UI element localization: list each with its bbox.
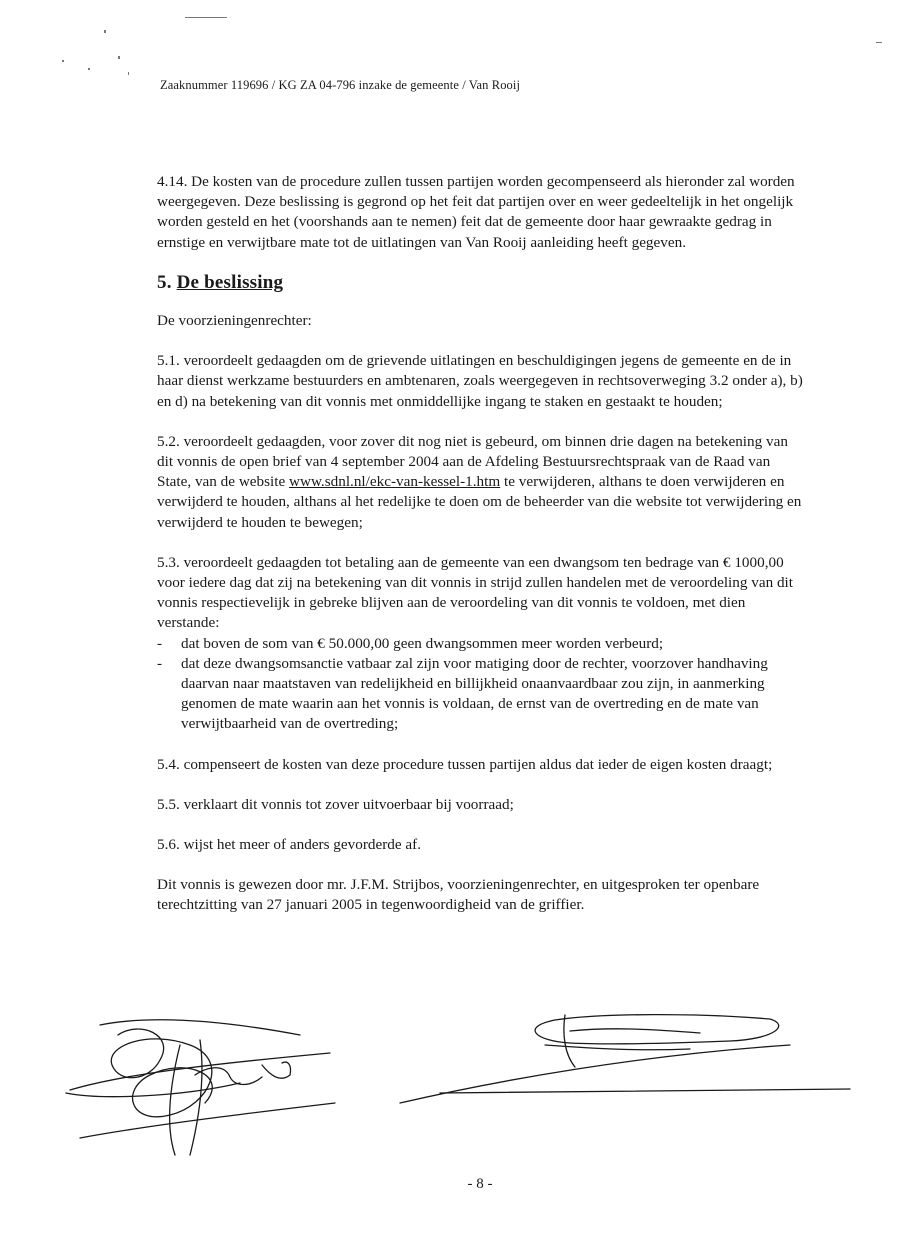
paragraph-5-3-conditions [157, 634, 807, 735]
scan-mark [876, 42, 882, 43]
list-item: - dat deze dwangsomsanctie vatbaar zal zijn voor matiging door de rechter, voorzover handhaving daarvan naar maatstaven van redelijkheid en billijkheid onaanvaardbaar zou zijn, in aanmerking genomen de mate waarin aan het vonnis is voldaan, de ernst van de overtreding en de mate van verwijtbaarheid van de overtreding; [157, 654, 807, 735]
document-body [157, 172, 807, 936]
paragraph-5-6: 5.6. wijst het meer of anders gevorderde af. [157, 836, 421, 854]
paragraph-5-2 [157, 432, 807, 533]
page-number: - 8 - [467, 1176, 493, 1192]
paragraph-5-4: 5.4. compenseert de kosten van deze procedure tussen partijen aldus dat ieder de eigen kosten draagt; [157, 755, 773, 773]
paragraph-5-5: 5.5. verklaart dit vonnis tot zover uitvoerbaar bij voorraad; [157, 795, 514, 813]
scan-mark [128, 72, 129, 75]
closing-statement: Dit vonnis is gewezen door mr. J.F.M. Strijbos, voorzieningenrechter, en uitgesproken ter openbare terechtzitting van 27 januari 2005 in tegenwoordigheid van de griffier. [157, 876, 760, 914]
paragraph-5-2-start: 5.2. veroordeelt gedaagden, voor zover dit nog niet is gebeurd, om binnen drie dagen na betekening van dit vonnis de open brief van 4 september 2004 aan de Afdeling Bestuursrechtspraak van de Raad van State, van de website [157, 432, 788, 491]
scan-mark [185, 17, 227, 18]
paragraph-5-3 [157, 553, 807, 735]
paragraph-5-1: 5.1. veroordeelt gedaagden om de grievende uitlatingen en beschuldigingen jegens de gemeente en de in haar dienst werkzame bestuurders en ambtenaren, zoals weergegeven in rechtsoverweging 3.2 onder a), b) en d) na betekening van dit vonnis met onmiddellijke ingang te staken en gestaakt te houden; [157, 352, 803, 410]
clerk-signature [400, 1015, 850, 1103]
paragraph-5-2-end: te verwijderen, althans te doen verwijderen en verwijderd te houden, althans al het redelijke te doen om de beheerder van die website tot verwijdering en verwijderd te houden te bewegen; [157, 473, 802, 531]
section-heading [157, 273, 807, 293]
scan-mark [88, 68, 90, 70]
list-item: - dat boven de som van € 50.000,00 geen dwangsommen meer worden verbeurd; [157, 634, 807, 654]
signatures [0, 1005, 900, 1175]
case-header: Zaaknummer 119696 / KG ZA 04-796 inzake de gemeente / Van Rooij [160, 78, 521, 92]
paragraph-5-3-text: 5.3. veroordeelt gedaagden tot betaling aan de gemeente van een dwangsom ten bedrage van € 1000,00 voor iedere dag dat zij na betekening van dit vonnis in strijd zullen handelen met de veroordeling van dit vonnis respectievelijk in gebreke blijven aan de veroordeling van dit vonnis te voldoen, met dien verstande: [157, 553, 793, 632]
scan-mark [62, 60, 64, 62]
section-title: De beslissing [176, 271, 284, 293]
section-number: 5. [157, 271, 172, 293]
judge-signature [66, 1020, 335, 1155]
website-link[interactable]: www.sdnl.nl/ekc-van-kessel-1.htm [289, 473, 501, 491]
scan-mark [118, 56, 120, 59]
scan-mark [104, 30, 106, 33]
paragraph-4-14: 4.14. De kosten van de procedure zullen tussen partijen worden gecompenseerd als hieronder zal worden weergegeven. Deze beslissing is gegrond op het feit dat partijen over en weer gedeeltelijk in het ongelijk worden gesteld en het (voorshands aan te nemen) feit dat de gemeente door haar gewraakte gedrag in ernstige en verwijtbare mate tot de uitlatingen van Van Rooij aanleiding heeft gegeven. [157, 173, 795, 251]
intro-line: De voorzieningenrechter: [157, 312, 312, 330]
